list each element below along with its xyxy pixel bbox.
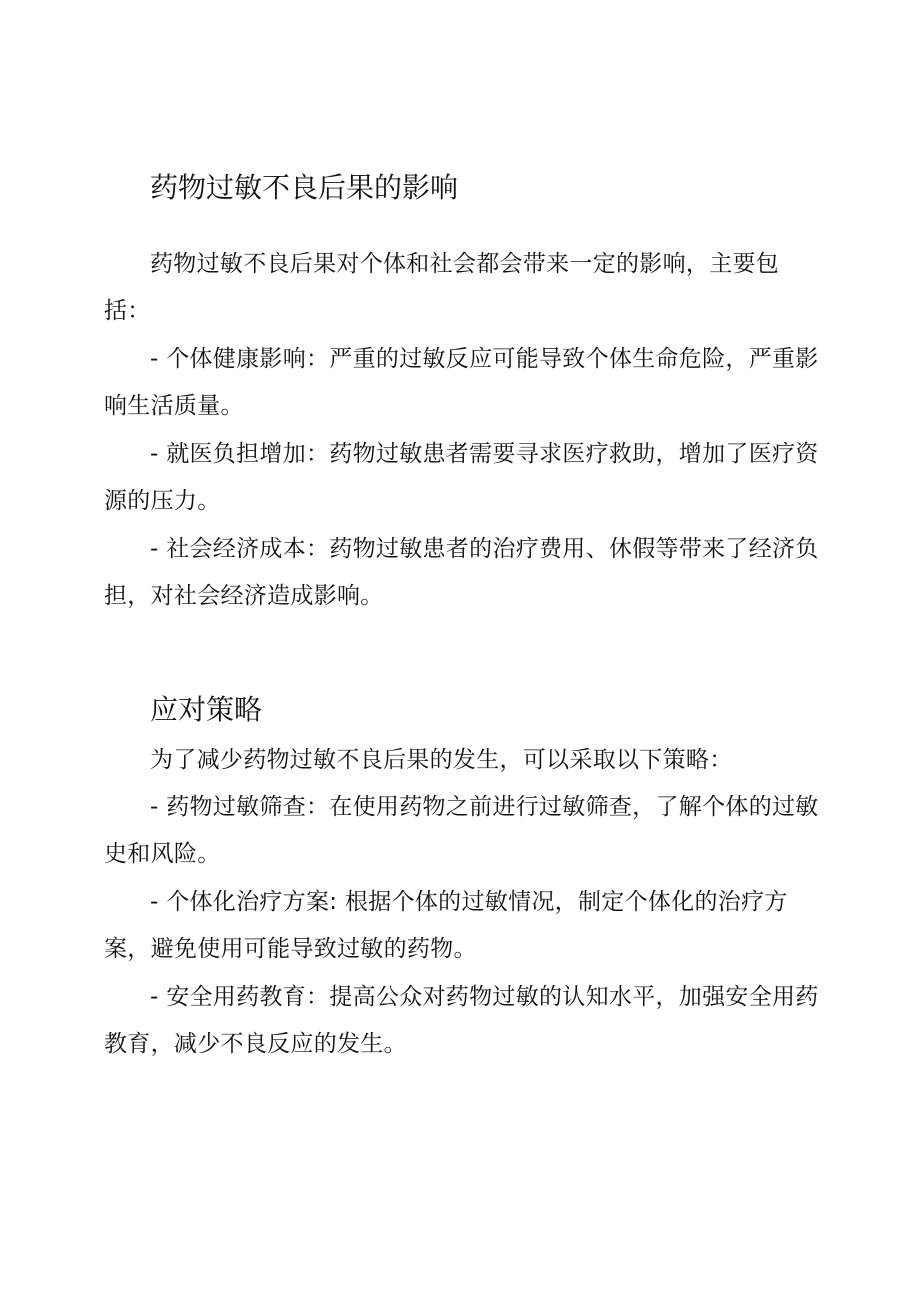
impact-bullet-economic-cost: - 社会经济成本：药物过敏患者的治疗费用、休假等带来了经济负担，对社会经济造成影响。 [104, 536, 819, 609]
section-heading-strategy: 应对策略 [150, 693, 263, 726]
impact-bullet-medical-burden: - 就医负担增加：药物过敏患者需要寻求医疗救助，增加了医疗资源的压力。 [104, 441, 819, 514]
section-heading-impact: 药物过敏不良后果的影响 [150, 171, 459, 204]
impact-bullet-health: - 个体健康影响：严重的过敏反应可能导致个体生命危险，严重影响生活质量。 [104, 346, 819, 419]
strategy-bullet-personalized-treatment: - 个体化治疗方案: 根据个体的过敏情况，制定个体化的治疗方案，避免使用可能导致过敏的药物。 [104, 889, 788, 962]
strategy-bullet-safety-education: - 安全用药教育：提高公众对药物过敏的认知水平，加强安全用药教育，减少不良反应的发生。 [104, 984, 819, 1057]
impact-intro-paragraph: 药物过敏不良后果对个体和社会都会带来一定的影响，主要包括： [104, 251, 780, 324]
strategy-intro-paragraph: 为了减少药物过敏不良后果的发生，可以采取以下策略： [150, 747, 733, 773]
strategy-bullet-screening: - 药物过敏筛查：在使用药物之前进行过敏筛查，了解个体的过敏史和风险。 [104, 794, 819, 867]
